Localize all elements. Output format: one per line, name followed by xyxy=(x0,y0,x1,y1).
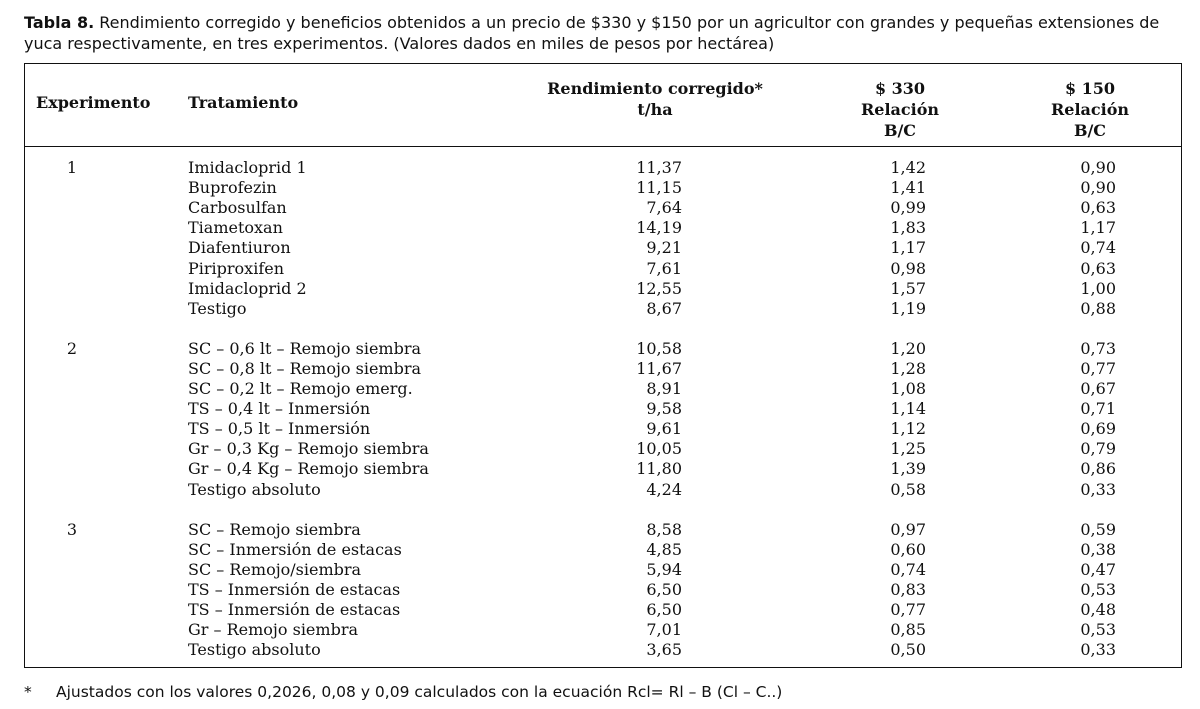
cell-bc330: 1,20 xyxy=(890,338,926,358)
cell-bc150: 0,48 xyxy=(1080,600,1116,619)
header-rendimiento xyxy=(520,78,790,120)
cell-tratamiento: Tiametoxan xyxy=(188,218,283,238)
cell-experimento: 2 xyxy=(66,338,78,358)
cell-bc150: 0,86 xyxy=(1080,459,1116,479)
cell-rendimiento: 6,50 xyxy=(646,579,682,599)
cell-bc330: 0,98 xyxy=(890,258,926,278)
cell-rendimiento: 9,58 xyxy=(646,399,682,419)
cell-bc330: 0,58 xyxy=(890,479,926,499)
cell-rendimiento: 11,37 xyxy=(636,158,682,177)
cell-bc330: 0,74 xyxy=(890,559,926,579)
cell-experimento: 1 xyxy=(66,158,78,177)
cell-bc150: 0,77 xyxy=(1080,358,1116,378)
cell-bc330: 1,39 xyxy=(890,459,926,479)
cell-tratamiento: Diafentiuron xyxy=(188,238,291,258)
cell-bc150: 0,90 xyxy=(1080,178,1116,198)
caption-label: Tabla 8. xyxy=(24,13,95,32)
cell-bc330: 0,83 xyxy=(890,579,926,599)
header-bc330 xyxy=(830,78,970,141)
cell-bc150: 0,90 xyxy=(1080,158,1116,177)
cell-rendimiento: 7,61 xyxy=(646,258,682,278)
cell-bc150: 0,33 xyxy=(1080,640,1116,660)
cell-rendimiento: 10,05 xyxy=(636,439,682,459)
cell-tratamiento: SC – Remojo siembra xyxy=(188,519,361,539)
cell-tratamiento: Piriproxifen xyxy=(188,258,285,278)
cell-rendimiento: 12,55 xyxy=(636,278,682,298)
cell-bc330: 1,25 xyxy=(890,439,926,459)
cell-bc150: 1,00 xyxy=(1080,278,1116,298)
header-bc330-line1: $ 330 xyxy=(874,79,926,98)
cell-bc150: 0,71 xyxy=(1080,399,1116,419)
cell-rendimiento: 9,61 xyxy=(646,419,682,439)
header-rendimiento-line2: t/ha xyxy=(637,100,673,119)
cell-bc150: 0,59 xyxy=(1080,519,1116,539)
cell-bc330: 1,57 xyxy=(890,278,926,298)
cell-tratamiento: Gr – 0,4 Kg – Remojo siembra xyxy=(188,459,429,479)
cell-tratamiento: SC – 0,6 lt – Remojo siembra xyxy=(188,338,422,358)
cell-bc150: 0,88 xyxy=(1080,298,1116,318)
cell-rendimiento: 4,24 xyxy=(646,479,682,499)
cell-tratamiento: TS – Inmersión de estacas xyxy=(188,600,401,619)
table-caption xyxy=(24,12,1184,54)
header-rendimiento-line1: Rendimiento corregido* xyxy=(547,79,763,98)
cell-tratamiento: TS – Inmersión de estacas xyxy=(188,579,401,599)
cell-tratamiento: Gr – Remojo siembra xyxy=(188,620,358,640)
cell-tratamiento: Gr – 0,3 Kg – Remojo siembra xyxy=(188,439,429,459)
cell-tratamiento: Testigo absoluto xyxy=(188,479,321,499)
cell-bc150: 0,47 xyxy=(1080,559,1116,579)
header-bc150-line1: $ 150 xyxy=(1064,79,1116,98)
cell-tratamiento: SC – Inmersión de estacas xyxy=(188,539,402,559)
cell-tratamiento: TS – 0,5 lt – Inmersión xyxy=(188,419,371,439)
cell-tratamiento: SC – 0,2 lt – Remojo emerg. xyxy=(188,379,413,398)
cell-bc330: 1,41 xyxy=(890,178,926,198)
cell-rendimiento: 14,19 xyxy=(636,218,682,238)
cell-rendimiento: 11,67 xyxy=(636,358,682,378)
footnote xyxy=(24,682,1184,702)
cell-bc330: 1,08 xyxy=(890,379,926,398)
footnote-text: Ajustados con los valores 0,2026, 0,08 y 0,09 calculados con la ecuación Rcl= Rl – B (Cl – C..) xyxy=(56,683,783,701)
cell-bc330: 1,19 xyxy=(890,298,926,318)
header-experimento: Experimento xyxy=(36,93,151,112)
cell-bc330: 1,28 xyxy=(890,358,926,378)
cell-bc330: 0,50 xyxy=(890,640,926,660)
caption-text: Rendimiento corregido y beneficios obtenidos a un precio de $330 y $150 por un agricultor con grandes y pequeñas extensiones de yuca respectivamente, en tres experimentos. (Valores dados en miles de pesos por hectárea) xyxy=(24,13,1160,53)
cell-tratamiento: TS – 0,4 lt – Inmersión xyxy=(188,399,371,419)
cell-bc330: 1,12 xyxy=(890,419,926,439)
cell-bc150: 0,63 xyxy=(1080,258,1116,278)
cell-bc330: 0,99 xyxy=(890,198,926,218)
cell-rendimiento: 7,64 xyxy=(646,198,682,218)
cell-bc150: 0,69 xyxy=(1080,419,1116,439)
cell-rendimiento: 3,65 xyxy=(646,640,682,660)
cell-bc330: 1,17 xyxy=(890,238,926,258)
cell-rendimiento: 5,94 xyxy=(646,559,682,579)
cell-rendimiento: 11,15 xyxy=(636,178,682,198)
cell-bc150: 0,63 xyxy=(1080,198,1116,218)
cell-bc150: 0,33 xyxy=(1080,479,1116,499)
cell-bc330: 0,60 xyxy=(890,539,926,559)
header-bc150-line2: Relación xyxy=(1050,100,1130,119)
cell-experimento: 3 xyxy=(66,519,78,539)
cell-rendimiento: 8,67 xyxy=(646,298,682,318)
cell-tratamiento: SC – 0,8 lt – Remojo siembra xyxy=(188,358,422,378)
cell-rendimiento: 7,01 xyxy=(646,620,682,640)
cell-bc150: 1,17 xyxy=(1080,218,1116,238)
cell-rendimiento: 10,58 xyxy=(636,338,682,358)
cell-bc150: 0,53 xyxy=(1080,620,1116,640)
header-divider xyxy=(24,146,1182,147)
header-bc150-line3: B/C xyxy=(1073,121,1107,140)
header-tratamiento: Tratamiento xyxy=(188,93,299,112)
cell-bc150: 0,79 xyxy=(1080,439,1116,459)
cell-bc330: 0,97 xyxy=(890,519,926,539)
footnote-marker: * xyxy=(24,683,32,701)
cell-rendimiento: 6,50 xyxy=(646,600,682,619)
cell-tratamiento: SC – Remojo/siembra xyxy=(188,559,362,579)
cell-bc150: 0,53 xyxy=(1080,579,1116,599)
cell-bc330: 0,85 xyxy=(890,620,926,640)
cell-tratamiento: Carbosulfan xyxy=(188,198,287,218)
cell-tratamiento: Testigo absoluto xyxy=(188,640,321,660)
cell-bc330: 1,42 xyxy=(890,158,926,177)
cell-bc330: 1,14 xyxy=(890,399,926,419)
cell-bc150: 0,74 xyxy=(1080,238,1116,258)
cell-rendimiento: 9,21 xyxy=(646,238,682,258)
cell-tratamiento: Buprofezin xyxy=(188,178,277,198)
cell-tratamiento: Testigo xyxy=(188,298,247,318)
header-bc330-line3: B/C xyxy=(883,121,917,140)
cell-bc330: 0,77 xyxy=(890,600,926,619)
cell-tratamiento: Imidacloprid 2 xyxy=(188,278,307,298)
cell-bc150: 0,38 xyxy=(1080,539,1116,559)
header-bc330-line2: Relación xyxy=(860,100,940,119)
header-bc150 xyxy=(1020,78,1160,141)
cell-bc330: 1,83 xyxy=(890,218,926,238)
cell-rendimiento: 11,80 xyxy=(636,459,682,479)
cell-bc150: 0,67 xyxy=(1080,379,1116,398)
cell-tratamiento: Imidacloprid 1 xyxy=(188,158,307,177)
cell-rendimiento: 4,85 xyxy=(646,539,682,559)
cell-rendimiento: 8,91 xyxy=(646,379,682,398)
cell-bc150: 0,73 xyxy=(1080,338,1116,358)
cell-rendimiento: 8,58 xyxy=(646,519,682,539)
